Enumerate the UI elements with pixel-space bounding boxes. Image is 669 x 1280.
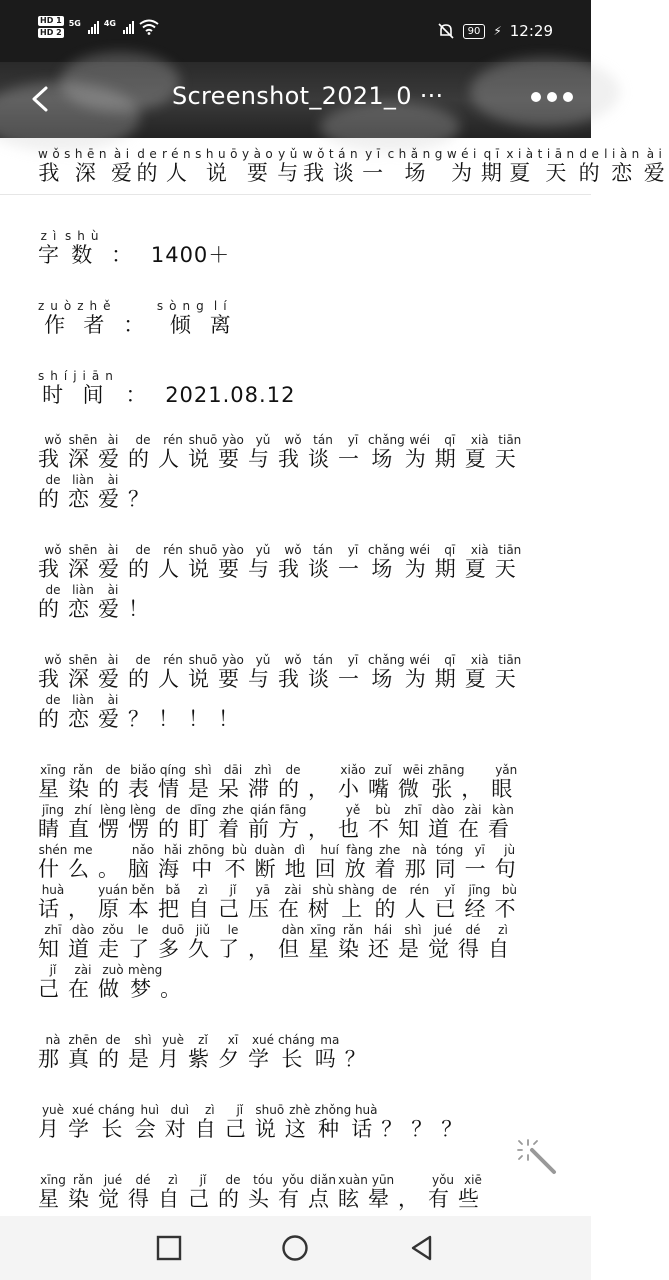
paragraph-4: 星xīng染rǎn的de表biǎo情qíng是shì呆dāi滞zhì的de，小xiǎo嘴zuǐ微wēi张zhāng，眼yǎn睛jīng直zhí愣lèng愣lèng的de盯dīng着zhe前qián方fāng，也yě不bù知zhī道dào在zài看kàn什shén么me。脑nǎo海hǎi中zhōng不bù断duàn地dì回huí放fàng着zhe那nà同tóng一yī句jù话huà，原yuán本běn把bǎ自zì己jǐ压yā在zài树shù上shàng的de人rén已yǐ经jīng不bù知zhī道dào走zǒu了le多duō久jiǔ了le，但dàn星xīng染rǎn还hái是shì觉jué得dé自zì己jǐ在zài做zuò梦mèng。 <box>38 763 525 1001</box>
document-content <box>0 138 669 1216</box>
paragraph-7: 星xīng染rǎn觉jué得dé自zì己jǐ的de头tóu有yǒu点diǎn眩xuàn晕yūn，有yǒu些xiē <box>38 1173 488 1211</box>
magic-wand-icon[interactable] <box>518 1136 560 1178</box>
mute-bell-icon <box>437 22 455 40</box>
word-count-row: 字zì数shù ： 1400＋ <box>38 229 231 267</box>
network-4g-label: 4G <box>103 18 116 28</box>
top-app-bar <box>0 62 591 138</box>
status-right <box>437 22 553 40</box>
square-icon[interactable] <box>155 1234 183 1262</box>
paragraph-2: 我wǒ深shēn爱ài的de人rén说shuō要yào与yǔ我wǒ谈tán一yī场chǎng为wéi期qī夏xià天tiān的de恋liàn爱ài！ <box>38 543 525 621</box>
wifi-icon <box>139 19 159 35</box>
network-5g-label: 5G <box>68 18 81 28</box>
time-row: 时shí间jiān ： 2021.08.12 <box>38 369 296 407</box>
clock-time: 12:29 <box>509 22 553 40</box>
system-navigation-bar <box>0 1216 591 1280</box>
paragraph-5: 那nà真zhēn的de是shì月yuè紫zǐ夕xī学xué长cháng吗ma？ <box>38 1033 375 1071</box>
time-value: 2021.08.12 <box>165 383 296 407</box>
status-bar <box>0 0 591 62</box>
header-line: 我wǒ深shēn爱ài的de人rén说shuō要yào与yǔ我wǒ谈tán一yī场chǎng为wéi期qī夏xià天tiān的de恋liàn爱ài <box>38 147 669 185</box>
circle-icon[interactable] <box>281 1234 309 1262</box>
cloud-decoration <box>60 52 180 112</box>
signal-icon-2 <box>123 20 134 34</box>
hd1-badge: HD 1 <box>40 16 62 25</box>
battery-level: 90 <box>463 24 486 39</box>
hd2-badge: HD 2 <box>40 28 62 37</box>
word-count-colon: ： <box>111 243 139 267</box>
author-row: 作zuò者zhě ： 倾sòng离lí <box>38 299 237 337</box>
signal-icon <box>88 20 99 34</box>
header-line-row <box>0 138 669 195</box>
hd-badges <box>38 16 64 38</box>
charging-icon: ⚡ <box>493 24 502 38</box>
back-arrow-icon[interactable] <box>24 82 58 116</box>
status-left <box>38 16 159 38</box>
triangle-back-icon[interactable] <box>408 1234 436 1262</box>
word-count-value: 1400＋ <box>150 243 231 267</box>
author-value: 倾sòng <box>156 299 210 337</box>
author-colon: ： <box>123 313 151 337</box>
paragraph-1: 我wǒ深shēn爱ài的de人rén说shuō要yào与yǔ我wǒ谈tán一yī场chǎng为wéi期qī夏xià天tiān的de恋liàn爱ài？ <box>38 433 525 511</box>
paragraph-6: 月yuè学xué长cháng会huì对duì自zì己jǐ说shuō这zhè种zhǒng话huà？？？ <box>38 1103 472 1141</box>
page-title: Screenshot_2021_0 ··· <box>172 82 444 110</box>
more-dots-icon[interactable] <box>531 92 573 102</box>
time-colon: ： <box>125 383 153 407</box>
paragraph-3: 我wǒ深shēn爱ài的de人rén说shuō要yào与yǔ我wǒ谈tán一yī场chǎng为wéi期qī夏xià天tiān的de恋liàn爱ài？！！！ <box>38 653 525 731</box>
